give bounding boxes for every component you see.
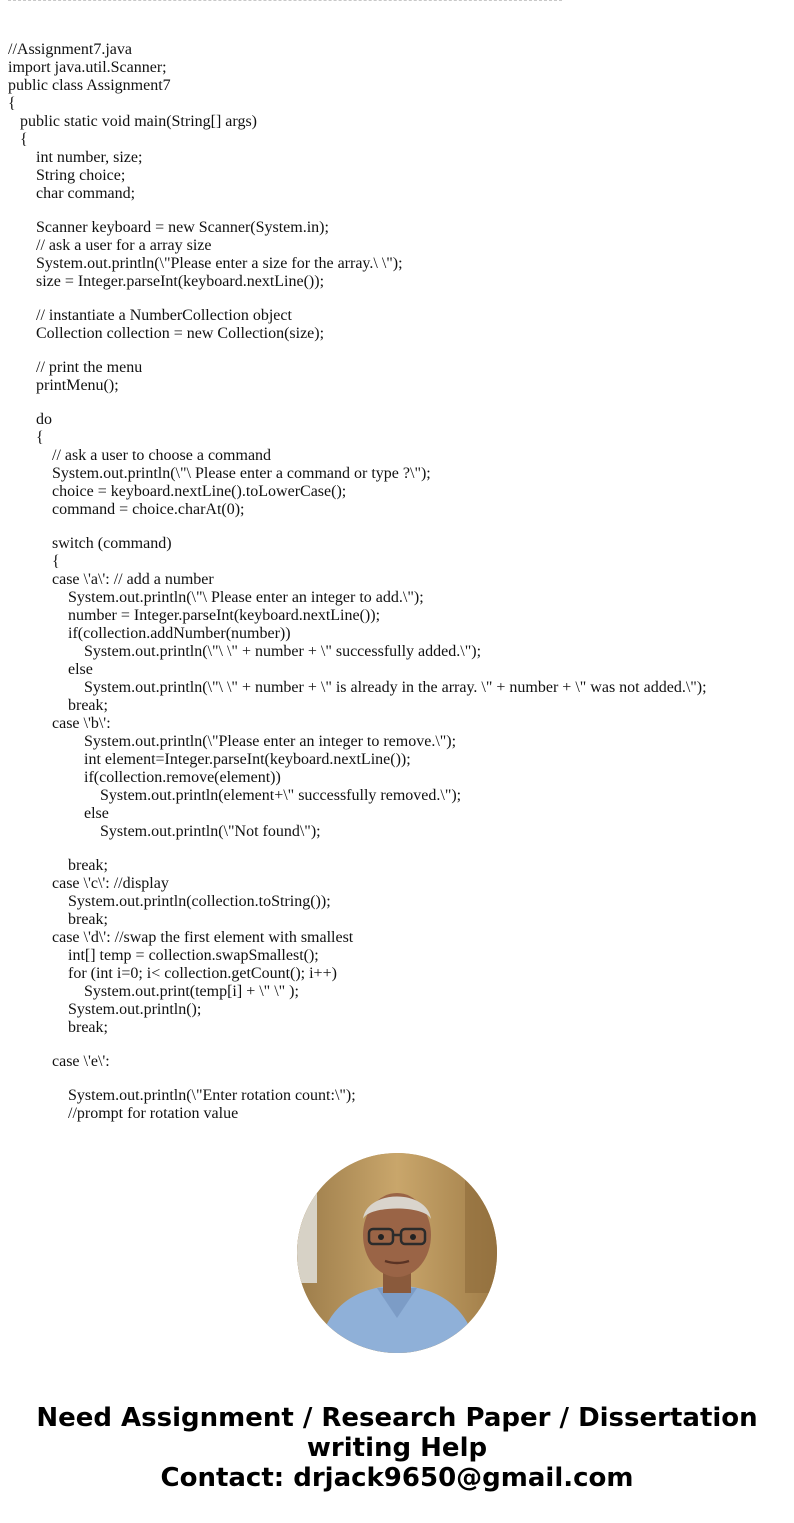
code-line: String choice; — [8, 167, 126, 184]
code-line: System.out.print(temp[i] + \" \" ); — [8, 983, 299, 1000]
author-avatar — [297, 1153, 497, 1353]
code-line: else — [8, 661, 93, 678]
code-line: case \'d\': //swap the first element with smallest — [8, 929, 354, 946]
code-line: //prompt for rotation value — [8, 1105, 239, 1122]
code-line: // print the menu — [8, 359, 143, 376]
person-portrait-icon — [297, 1153, 497, 1353]
code-line: Scanner keyboard = new Scanner(System.in); — [8, 219, 329, 236]
code-line: int number, size; — [8, 149, 143, 166]
code-line: Collection collection = new Collection(size); — [8, 325, 325, 342]
code-line: { — [8, 429, 44, 446]
code-line: { — [8, 553, 60, 570]
code-line: // ask a user for a array size — [8, 237, 212, 254]
code-line: number = Integer.parseInt(keyboard.nextLine()); — [8, 607, 381, 624]
code-line — [8, 519, 788, 535]
code-line: case \'b\': — [8, 715, 111, 732]
code-line: char command; — [8, 185, 136, 202]
code-line: command = choice.charAt(0); — [8, 501, 245, 518]
code-line: System.out.println(); — [8, 1001, 202, 1018]
code-line: System.out.println(\"\ Please enter a command or type ?\"); — [8, 465, 431, 482]
code-line: System.out.println(collection.toString()); — [8, 893, 331, 910]
contact-email: Contact: drjack9650@gmail.com — [160, 1463, 634, 1493]
code-line: break; — [8, 697, 108, 714]
code-line: else — [8, 805, 109, 822]
code-line: System.out.println(\"\ \" + number + \" successfully added.\"); — [8, 643, 482, 660]
code-line: System.out.println(element+\" successfully removed.\"); — [8, 787, 462, 804]
code-line: //Assignment7.java — [8, 41, 132, 58]
code-line: do — [8, 411, 52, 428]
code-line: // instantiate a NumberCollection object — [8, 307, 292, 324]
code-line: break; — [8, 911, 108, 928]
code-line: { — [8, 131, 28, 148]
code-line: if(collection.addNumber(number)) — [8, 625, 291, 642]
code-line: // ask a user to choose a command — [8, 447, 272, 464]
code-line: choice = keyboard.nextLine().toLowerCase(); — [8, 483, 347, 500]
code-listing — [8, 41, 788, 1123]
code-line — [8, 395, 788, 411]
code-line: break; — [8, 1019, 108, 1036]
code-line — [8, 291, 788, 307]
code-line: int element=Integer.parseInt(keyboard.nextLine()); — [8, 751, 411, 768]
code-line: public static void main(String[] args) — [8, 113, 257, 130]
code-line: System.out.println(\"Not found\"); — [8, 823, 321, 840]
code-line: size = Integer.parseInt(keyboard.nextLine()); — [8, 273, 325, 290]
code-line: switch (command) — [8, 535, 172, 552]
code-line: import java.util.Scanner; — [8, 59, 167, 76]
top-divider — [8, 0, 562, 1]
code-line: if(collection.remove(element)) — [8, 769, 281, 786]
banner-line-2: writing Help — [306, 1433, 488, 1463]
code-line: case \'a\': // add a number — [8, 571, 214, 588]
code-line: System.out.println(\"\ \" + number + \" is already in the array. \" + number + \" was not added.\"); — [8, 679, 707, 696]
code-line — [8, 203, 788, 219]
code-line — [8, 1071, 788, 1087]
code-line: System.out.println(\"\ Please enter an integer to add.\"); — [8, 589, 424, 606]
code-line: break; — [8, 857, 108, 874]
code-line: System.out.println(\"Please enter a size for the array.\ \"); — [8, 255, 403, 272]
code-line — [8, 841, 788, 857]
code-line — [8, 1037, 788, 1053]
code-line: for (int i=0; i< collection.getCount(); i++) — [8, 965, 337, 982]
code-line: System.out.println(\"Please enter an integer to remove.\"); — [8, 733, 457, 750]
code-line: case \'e\': — [8, 1053, 110, 1070]
code-line: printMenu(); — [8, 377, 119, 394]
code-line: System.out.println(\"Enter rotation count:\"); — [8, 1087, 356, 1104]
code-line: case \'c\': //display — [8, 875, 169, 892]
contact-banner — [0, 1403, 794, 1493]
banner-line-1: Need Assignment / Research Paper / Dissertation — [36, 1403, 758, 1433]
code-line: int[] temp = collection.swapSmallest(); — [8, 947, 319, 964]
code-line: public class Assignment7 — [8, 77, 171, 94]
code-line: { — [8, 95, 16, 112]
code-line — [8, 343, 788, 359]
